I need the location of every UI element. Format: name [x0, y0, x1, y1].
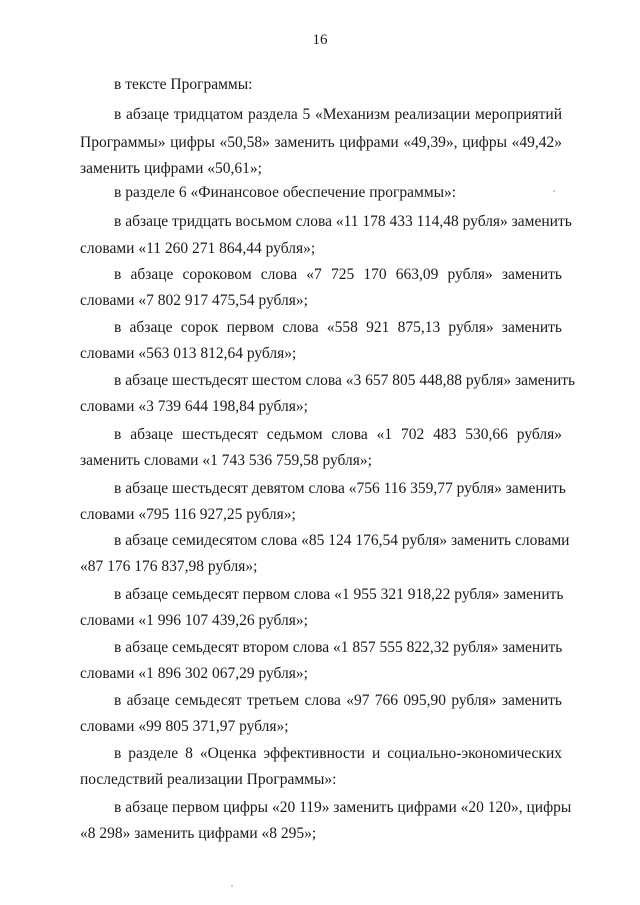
- text-line: в абзаце первом цифры «20 119» заменить цифрами «20 120», цифры: [114, 799, 572, 816]
- text-line: в разделе 6 «Финансовое обеспечение программы»:: [114, 184, 457, 201]
- text-line: в абзаце семидесятом слова «85 124 176,54 рубля» заменить словами: [114, 532, 570, 549]
- text-line: Программы» цифры «50,58» заменить цифрами «49,39», цифры «49,42»: [80, 134, 562, 151]
- text-line: словами «1 896 302 067,29 рубля»;: [80, 665, 308, 682]
- text-line: заменить цифрами «50,61»;: [80, 160, 262, 177]
- scan-speck: [553, 190, 555, 192]
- text-line: «8 298» заменить цифрами «8 295»;: [80, 825, 317, 842]
- text-line: словами «795 116 927,25 рубля»;: [80, 506, 296, 523]
- text-line: последствий реализации Программы»:: [80, 771, 337, 788]
- text-line: в тексте Программы:: [114, 76, 253, 93]
- text-line: в абзаце шестьдесят шестом слова «3 657 805 448,88 рубля» заменить: [114, 372, 576, 389]
- scan-speck: [231, 885, 233, 887]
- text-line: словами «99 805 371,97 рубля»;: [80, 718, 289, 735]
- text-line: словами «3 739 644 198,84 рубля»;: [80, 398, 308, 415]
- text-line: в абзаце тридцатом раздела 5 «Механизм реализации мероприятий: [114, 106, 562, 123]
- text-line: словами «11 260 271 864,44 рубля»;: [80, 240, 316, 257]
- text-line: словами «1 996 107 439,26 рубля»;: [80, 612, 308, 629]
- text-line: в абзаце семьдесят первом слова «1 955 321 918,22 рубля» заменить: [114, 586, 564, 603]
- text-line: в абзаце семьдесят втором слова «1 857 555 822,32 рубля» заменить: [114, 639, 563, 656]
- page-number: 16: [312, 32, 328, 48]
- text-line: в разделе 8 «Оценка эффективности и социально-экономических: [114, 745, 562, 762]
- text-line: в абзаце сороковом слова «7 725 170 663,09 рубля» заменить: [114, 266, 562, 283]
- text-line: «87 176 176 837,98 рубля»;: [80, 558, 258, 575]
- text-line: заменить словами «1 743 536 759,58 рубля»;: [80, 452, 372, 469]
- text-line: в абзаце шестьдесят седьмом слова «1 702 483 530,66 рубля»: [114, 426, 562, 443]
- text-line: в абзаце семьдесят третьем слова «97 766 095,90 рубля» заменить: [114, 692, 562, 709]
- text-line: в абзаце тридцать восьмом слова «11 178 433 114,48 рубля» заменить: [114, 213, 572, 230]
- text-line: словами «563 013 812,64 рубля»;: [80, 345, 297, 362]
- text-line: в абзаце шестьдесят девятом слова «756 116 359,77 рубля» заменить: [114, 480, 566, 497]
- text-line: в абзаце сорок первом слова «558 921 875,13 рубля» заменить: [114, 319, 562, 336]
- text-line: словами «7 802 917 475,54 рубля»;: [80, 292, 308, 309]
